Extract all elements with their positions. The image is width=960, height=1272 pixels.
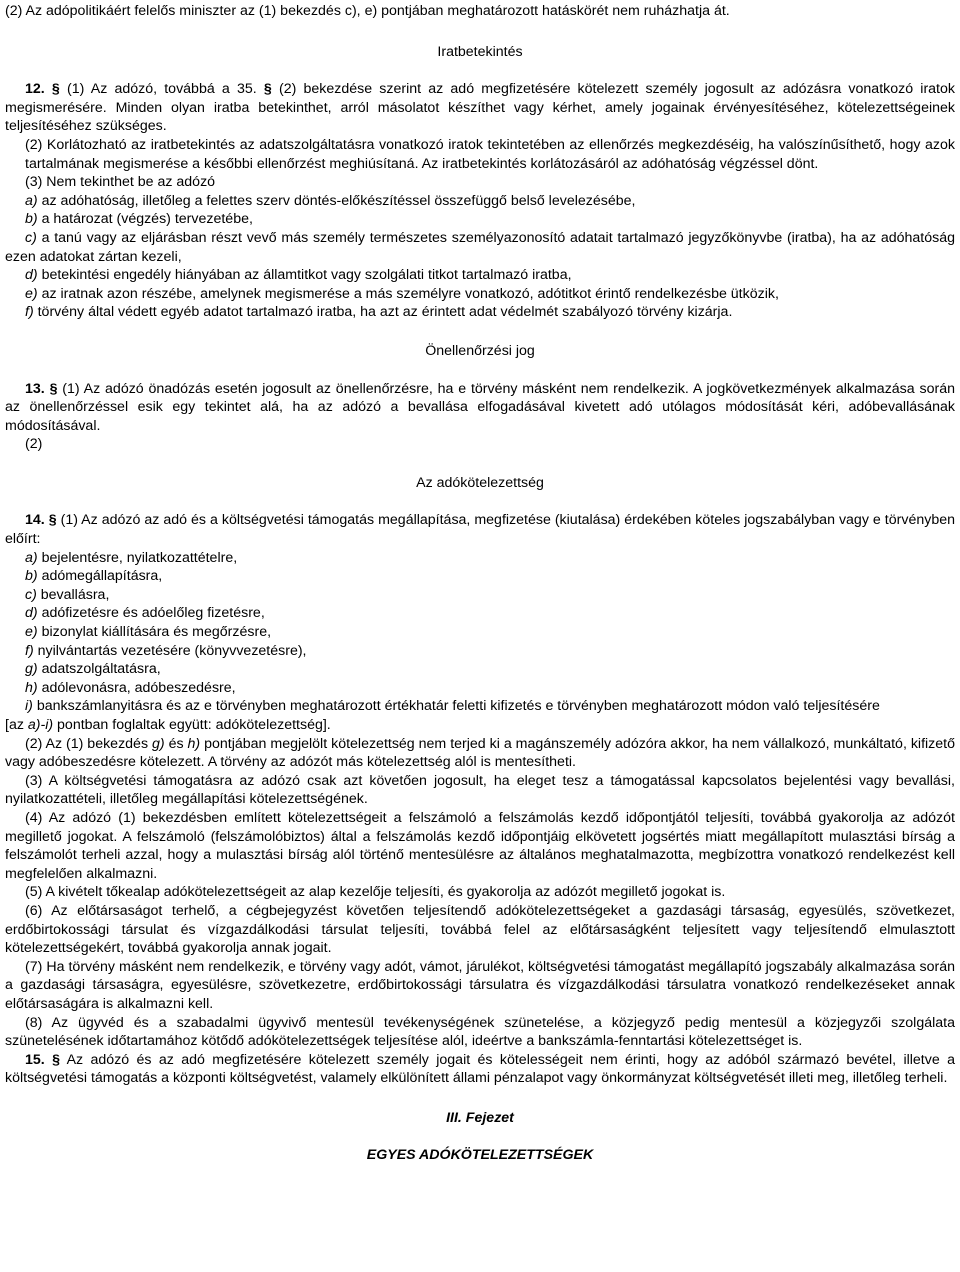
list-item: c) a tanú vagy az eljárásban részt vevő más személy természetes személyazonosító adatait tartalmazó jegyzőkönyvbe (iratba), ha az adóhatóság ezen adatokat zártan kezeli,: [5, 229, 955, 265]
section-number: 13.: [25, 380, 45, 397]
section-12-paragraph-3: (3) Nem tekinthet be az adózó: [25, 174, 216, 191]
section-15-paragraph: 15. § Az adózó és az adó megfizetésére kötelezett személy jogait és kötelességeit nem érinti, hogy az adóból származó bevétel, illetve a költségvetési támogatás a központi költségvetést, valamely elkülönített állami pénzalapot vagy önkormányzat költségvetését illeti meg, illetőleg terheli.: [5, 1051, 955, 1087]
section-14-paragraph-8: (8) Az ügyvéd és a szabadalmi ügyvivő mentesül tevékenységének szünetelése, a közjegyző pedig mentesül a közjegyzői szolgálata szünetelésének időtartamához kötődő adókötelezettségek teljesítése alól, ideértve a bankszámla-fenntartási kötelezettséget is.: [5, 1014, 955, 1050]
section-number: 15.: [25, 1051, 45, 1068]
section-symbol-icon: §: [52, 1051, 60, 1068]
section-12-paragraph-1: 12. § (1) Az adózó, továbbá a 35. § (2) bekezdése szerint az adó megfizetésére kötelezett személy jogosult az adózásra vonatkozó iratok megismerésére. Minden olyan iratba betekinthet, arról másolatot készíthet vagy kérhet, amely jogainak érvényesítéséhez, kötelezettségeinek teljesítéséhez szükséges.: [5, 81, 955, 135]
list-item: b) adómegállapításra,: [25, 568, 163, 585]
section-12-list: [5, 192, 955, 322]
list-item: a) bejelentésre, nyilatkozattételre,: [25, 549, 238, 566]
section-13-paragraph-2: (2): [25, 436, 43, 453]
section-symbol-icon: §: [48, 512, 57, 529]
list-item: a) az adóhatóság, illetőleg a felettes szerv döntés-előkészítéssel összefüggő belső levelezésébe,: [25, 192, 636, 209]
section-14-closing: [az a)-i) pontban foglaltak együtt: adókötelezettség].: [5, 717, 331, 733]
list-item: h) adólevonásra, adóbeszedésre,: [25, 679, 236, 696]
paragraph-minister-competence: (2) Az adópolitikáért felelős miniszter az (1) bekezdés c), e) pontjában meghatározott hatáskörét nem ruházhatja át.: [5, 3, 730, 19]
section-14-paragraph-4: (4) Az adózó (1) bekezdésben említett kötelezettségeit a felszámoló a felszámolás kezdő időpontjától teljesíti, továbbá gyakorolja az adózót megillető jogokat. A felszámoló (felszámolóbiztos) által a felszámolás kezdő időpontjáig elkövetett jogsértés miatt megállapított mulasztási bírság a felszámolót terheli azzal, hogy a mulasztási bírság alól történő mentesülésre az általános meghatalmazotta, megbízottra vonatkozó rendelkezést kell megfelelően alkalmazni.: [5, 809, 955, 882]
document-page: [5, 0, 955, 1165]
list-item: g) adatszolgáltatásra,: [25, 661, 161, 678]
section-14-paragraph-3: (3) A költségvetési támogatásra az adózó csak azt követően jogosult, ha eleget tesz a támogatással kapcsolatos bejelentési vagy bevallási, nyilatkozattételi, illetőleg megállapítási kötelezettségének.: [5, 772, 955, 808]
section-symbol-icon: §: [49, 380, 58, 397]
chapter-title: III. Fejezet: [446, 1109, 514, 1126]
list-item: c) bevallásra,: [25, 586, 110, 603]
section-14-paragraph-7: (7) Ha törvény másként nem rendelkezik, e törvény vagy adót, vámot, járulékot, költségvetési támogatást megállapító jogszabály alkalmazása során a gazdasági társaságra, egyesülésre, szövetkezetre, erdőbirtokossági társulatra és vízgazdálkodási társulatra vonatkozó rendelkezéseket annak előtársaságára is alkalmazni kell.: [5, 958, 955, 1012]
heading-onellenorzesi-jog: Önellenőrzési jog: [425, 342, 535, 359]
section-14-paragraph-1: 14. § (1) Az adózó az adó és a költségvetési támogatás megállapítása, megfizetése (kiutalása) érdekében köteles jogszabályban vagy e törvényben előírt:: [5, 512, 955, 548]
heading-iratbetekintes: Iratbetekintés: [437, 43, 523, 60]
list-item: f) törvény által védett egyéb adatot tartalmazó iratba, ha azt az érintett adat védelmét szabályozó törvény kizárja.: [25, 304, 733, 321]
list-item: e) az iratnak azon részébe, amelynek megismerése a más személyre vonatkozó, adótitkot érintő rendelkezésbe ütközik,: [25, 285, 779, 302]
section-14-list: [5, 549, 955, 716]
section-14-paragraph-2: (2) Az (1) bekezdés g) és h) pontjában megjelölt kötelezettség nem terjed ki a magánszemély adózóra akkor, ha nem vállalkozó, munkáltató, kifizető vagy adóbeszedésre kötelezett. A törvény az adózót más kötelezettség alól is mentesítheti.: [5, 735, 955, 771]
section-12-paragraph-2: (2) Korlátozható az iratbetekintés az adatszolgáltatásra vonatkozó iratok tekintetében az ellenőrzés megkezdéséig, ha valószínűsíthető, hogy azok tartalmának megismerése a későbbi ellenőrzést meghiúsítaná. Az iratbetekintés korlátozásáról az adóhatóság végzéssel dönt.: [25, 136, 955, 172]
section-symbol-icon: §: [263, 81, 272, 98]
list-item: f) nyilvántartás vezetésére (könyvvezetésre),: [25, 642, 307, 659]
section-number: 12.: [25, 81, 45, 98]
chapter-subtitle: EGYES ADÓKÖTELEZETTSÉGEK: [366, 1147, 594, 1164]
section-14-paragraph-5: (5) A kivételt tőkealap adókötelezettségeit az alap kezelője teljesíti, és gyakorolja az adózót megillető jogokat is.: [25, 884, 726, 901]
section-symbol-icon: §: [51, 81, 60, 98]
section-13-paragraph-1: 13. § (1) Az adózó önadózás esetén jogosult az önellenőrzésre, ha e törvény másként nem rendelkezik. A jogkövetkezmények alkalmazása során az önellenőrzéssel esik egy tekintet alá, ha az adózó a bevallása elfogadásával kivetett adó utólagos módosítását kéri, adóbevallásának módosításával.: [5, 380, 955, 434]
list-item: d) adófizetésre és adóelőleg fizetésre,: [25, 605, 265, 622]
section-number: 14.: [25, 512, 45, 529]
list-item: i) bankszámlanyitásra és az e törvényben meghatározott értékhatár feletti kifizetés e törvényben meghatározott módon való teljesítésére: [25, 698, 880, 715]
list-item: d) betekintési engedély hiányában az államtitkot vagy szolgálati titkot tartalmazó iratba,: [25, 267, 572, 284]
list-item: b) a határozat (végzés) tervezetébe,: [25, 211, 253, 228]
section-14-paragraph-6: (6) Az előtársaságot terhelő, a cégbejegyzést követően teljesítendő adókötelezettségeket a gazdasági társaság, egyesülés, szövetkezet, erdőbirtokossági társulat és vízgazdálkodási társulat teljesíti, továbbá felel az előtársaságként teljesített vagy teljesítendő elmulasztott kötelezettségekért, továbbá gyakorolja annak jogait.: [5, 902, 955, 957]
list-item: e) bizonylat kiállítására és megőrzésre,: [25, 624, 272, 641]
heading-adokotelezettseg: Az adókötelezettség: [416, 474, 544, 491]
